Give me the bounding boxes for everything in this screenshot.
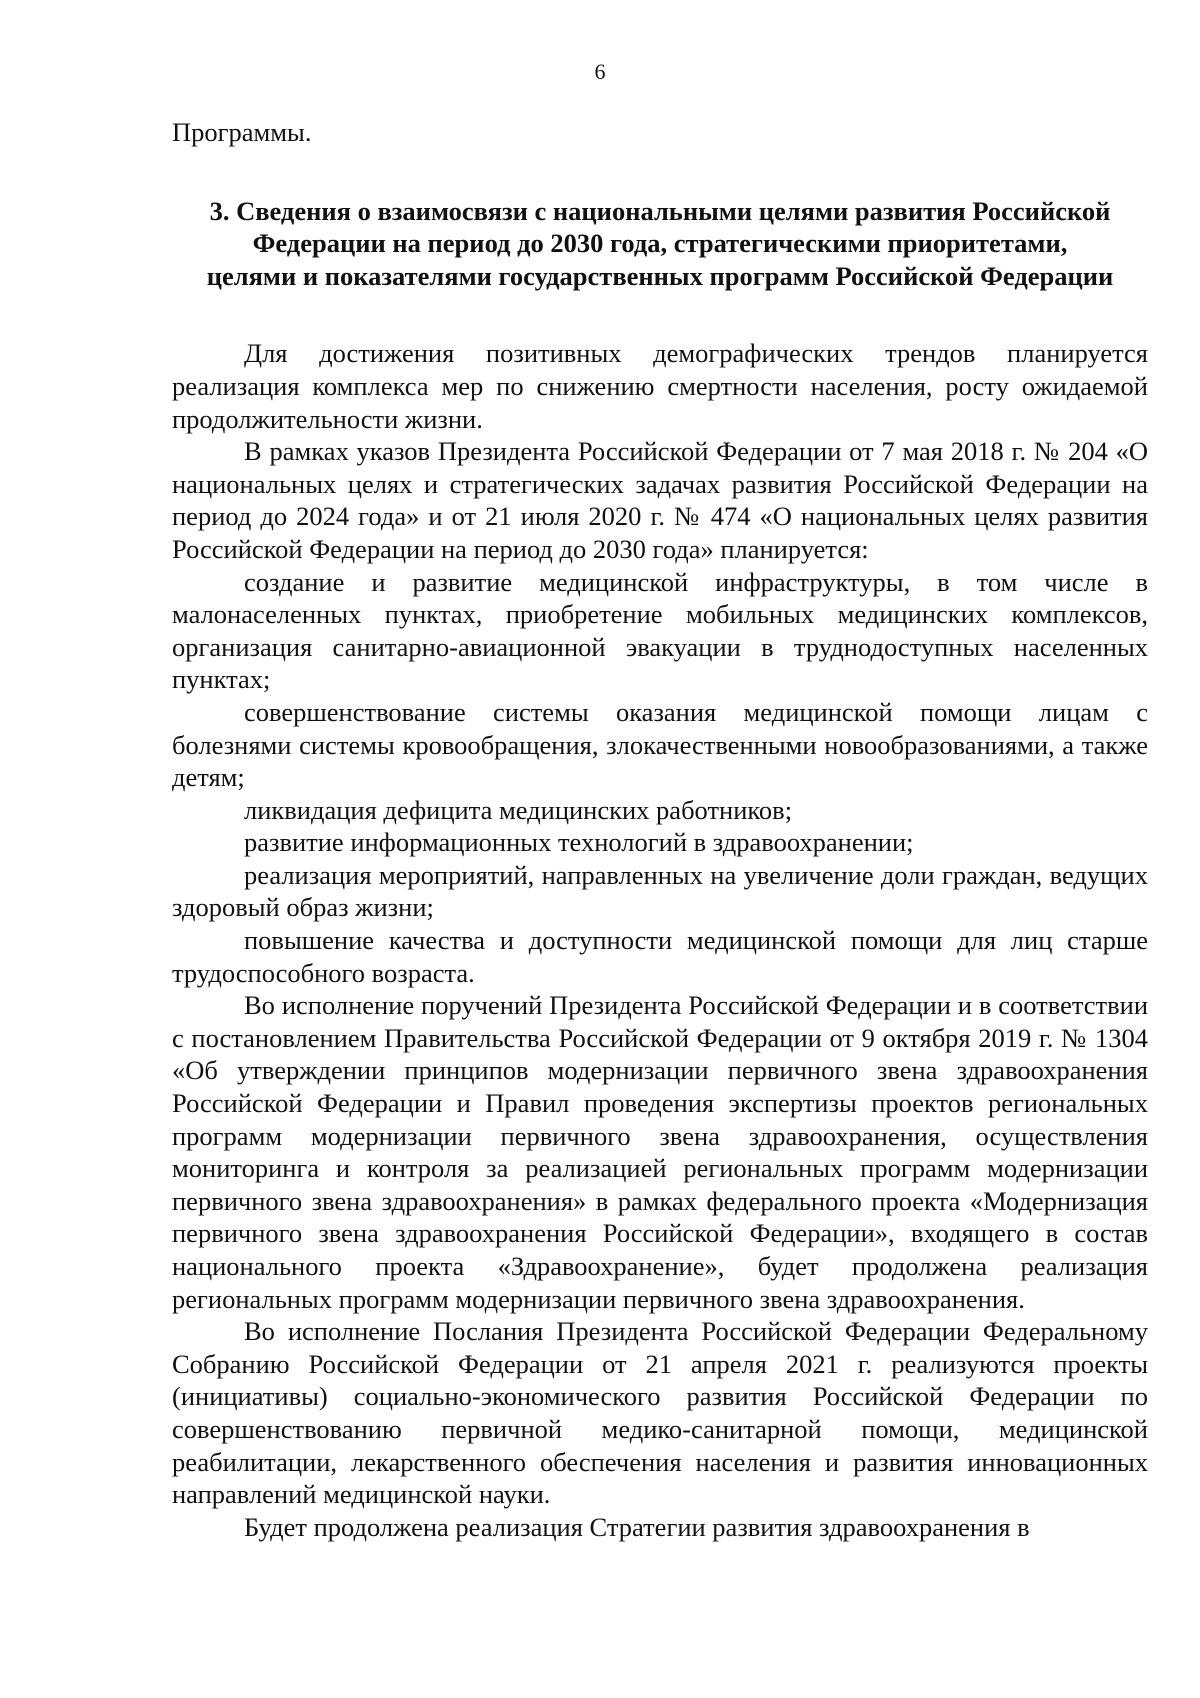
paragraph: Для достижения позитивных демографических трендов планируется реализация комплекса мер по снижению смертности населения, росту ожидаемой продолжительности жизни. xyxy=(172,338,1148,434)
document-body xyxy=(172,116,1148,1543)
list-item: создание и развитие медицинской инфраструктуры, в том числе в малонаселенных пунктах, приобретение мобильных медицинских комплексов, организация санитарно-авиационной эвакуации в труднодоступных населенных пунктах; xyxy=(172,566,1148,695)
section-heading-line: целями и показателями государственных программ Российской Федерации xyxy=(206,260,1114,291)
list-item: повышение качества и доступности медицинской помощи для лиц старше трудоспособного возраста. xyxy=(172,925,1148,988)
lead-fragment: Программы. xyxy=(172,117,312,147)
paragraph: Во исполнение Послания Президента Российской Федерации Федеральному Собранию Российской Федерации от 21 апреля 2021 г. реализуются проекты (инициативы) социально-экономического развития Российской Федерации по совершенствованию первичной медико-санитарной помощи, медицинской реабилитации, лекарственного обеспечения населения и развития инновационных направлений медицинской науки. xyxy=(172,1316,1148,1510)
list-item: развитие информационных технологий в здравоохранении; xyxy=(244,827,914,858)
list-item: ликвидация дефицита медицинских работников; xyxy=(244,794,793,825)
section-heading xyxy=(172,195,1148,293)
list-item: реализация мероприятий, направленных на увеличение доли граждан, ведущих здоровый образ жизни; xyxy=(172,859,1148,923)
list-item: совершенствование системы оказания медицинской помощи лицам с болезнями системы кровообращения, злокачественными новообразованиями, а также детям; xyxy=(172,696,1148,793)
section-heading-line: Федерации на период до 2030 года, стратегическими приоритетами, xyxy=(252,228,1068,259)
section-text xyxy=(172,337,1148,1543)
section-heading-line: 3. Сведения о взаимосвязи с национальными целями развития Российской xyxy=(209,195,1111,226)
paragraph: Во исполнение поручений Президента Российской Федерации и в соответствии с постановлением Правительства Российской Федерации от 9 октября 2019 г. № 1304 «Об утверждении принципов модернизации первичного звена здравоохранения Российской Федерации и Правил проведения экспертизы проектов региональных программ модернизации первичного звена здравоохранения, осуществления мониторинга и контроля за реализацией региональных программ модернизации первичного звена здравоохранения» в рамках федерального проекта «Модернизация первичного звена здравоохранения Российской Федерации», входящего в состав национального проекта «Здравоохранение», будет продолжена реализация региональных программ модернизации первичного звена здравоохранения. xyxy=(172,990,1148,1314)
page-number: 6 xyxy=(594,59,606,84)
paragraph: Будет продолжена реализация Стратегии развития здравоохранения в xyxy=(244,1511,1030,1542)
paragraph: В рамках указов Президента Российской Федерации от 7 мая 2018 г. № 204 «О национальных целях и стратегических задачах развития Российской Федерации на период до 2024 года» и от 21 июля 2020 г. № 474 «О национальных целях развития Российской Федерации на период до 2030 года» планируется: xyxy=(172,436,1148,564)
